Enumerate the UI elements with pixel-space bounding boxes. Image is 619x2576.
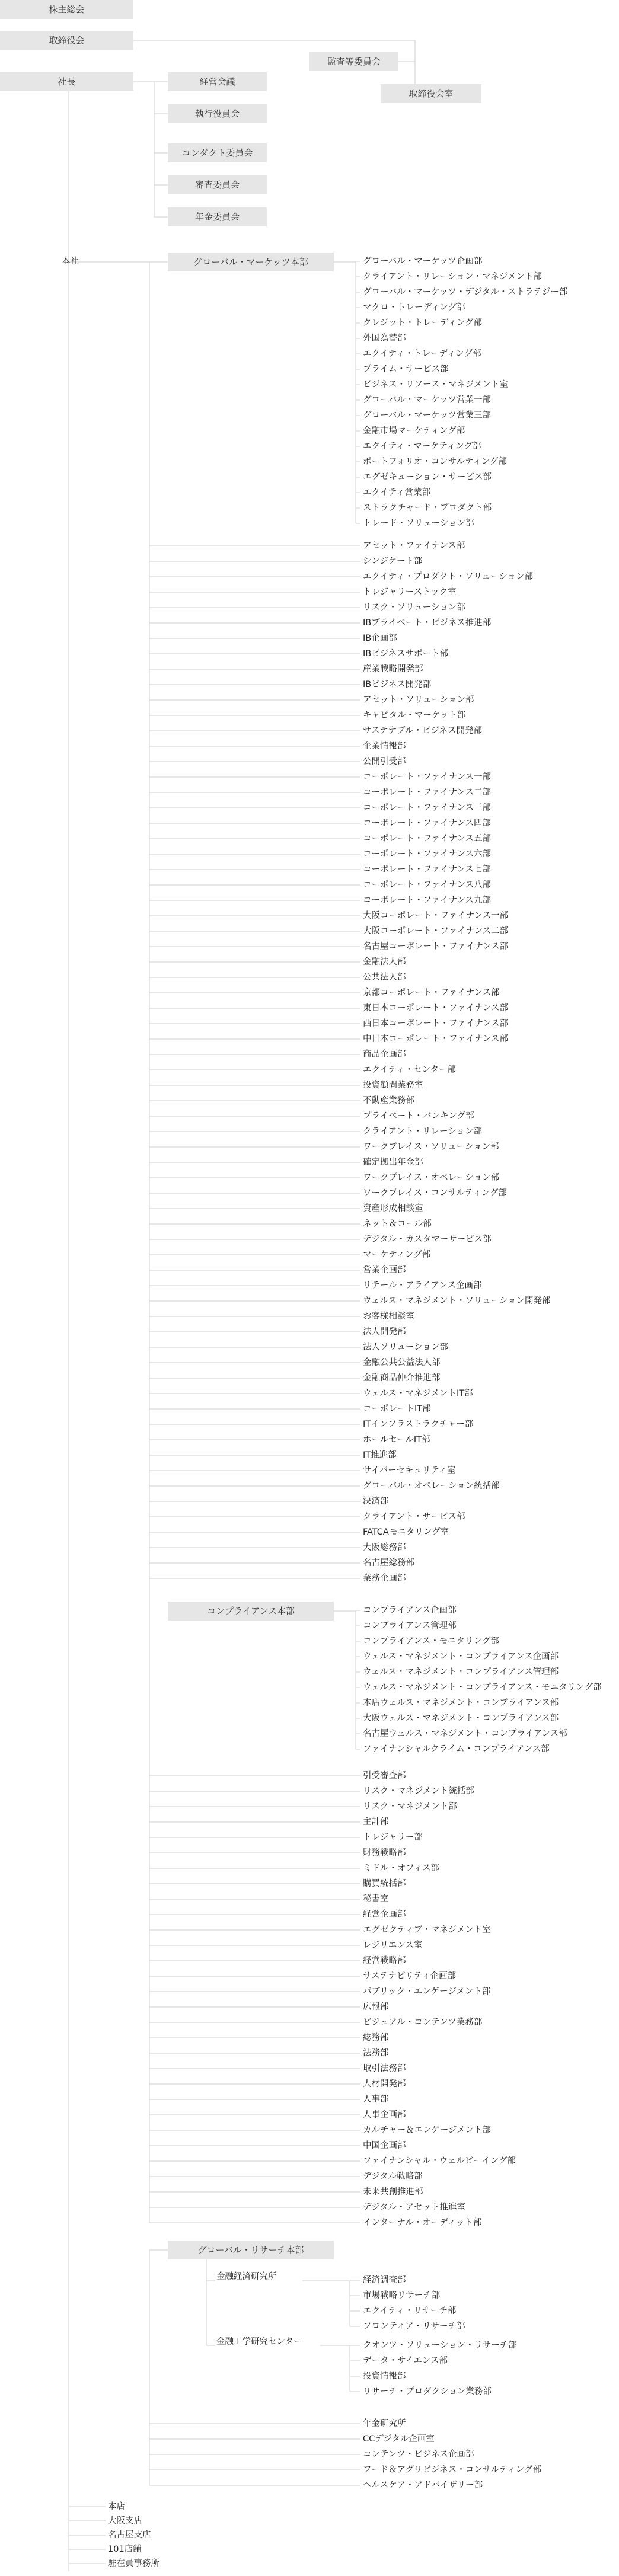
department-item: コンプライアンス管理部 [363, 1621, 457, 1631]
department-item: レジリエンス室 [363, 1941, 423, 1950]
department-item: エクイティ・プロダクト・ソリューション部 [363, 572, 534, 581]
department-item: 業務企画部 [363, 1574, 406, 1583]
department-item: ネット＆コール部 [363, 1219, 432, 1229]
department-item: プライム・サービス部 [363, 365, 449, 374]
department-item: コーポレート・ファイナンス二部 [363, 788, 492, 797]
department-item: クライアント・リレーション部 [363, 1127, 482, 1136]
division-box-compliance: コンプライアンス本部 [168, 1602, 334, 1621]
department-item: コンプライアンス企画部 [363, 1606, 457, 1615]
department-item: カルチャー＆エンゲージメント部 [363, 2126, 492, 2135]
department-item: 東日本コーポレート・ファイナンス部 [363, 1003, 509, 1013]
department-item: 企業情報部 [363, 742, 406, 751]
department-item: プライベート・バンキング部 [363, 1111, 474, 1121]
division-box-global-research: グローバル・リサーチ本部 [168, 2241, 334, 2259]
department-item: 未来共創推進部 [363, 2187, 423, 2197]
department-item: ファイナンシャルクライム・コンプライアンス部 [363, 1744, 550, 1754]
department-item: トレジャリーストック室 [363, 587, 457, 597]
department-item: トレジャリー部 [363, 1833, 423, 1842]
department-item: コーポレート・ファイナンス六部 [363, 849, 492, 859]
department-item: 秘書室 [363, 1894, 389, 1904]
research-subunit-label: 金融経済研究所 [216, 2272, 277, 2281]
department-item: ポートフォリオ・コンサルティング部 [363, 457, 508, 466]
department-item: コーポレート・ファイナンス九部 [363, 896, 492, 905]
department-item: コーポレート・ファイナンス一部 [363, 772, 492, 782]
committee-box: 審査委員会 [168, 175, 267, 194]
department-item: アセット・ソリューション部 [363, 695, 474, 705]
department-item: クライアント・リレーション・マネジメント部 [363, 272, 543, 282]
department-item: 本店ウェルス・マネジメント・コンプライアンス部 [363, 1698, 559, 1708]
department-item: IBプライベート・ビジネス推進部 [363, 618, 492, 628]
department-item: エクイティ・センター部 [363, 1065, 457, 1075]
department-item: エクイティ・トレーディング部 [363, 349, 481, 359]
department-item: コーポレート・ファイナンス三部 [363, 803, 492, 813]
department-item: 産業戦略開発部 [363, 664, 423, 674]
department-item: 年金研究所 [363, 2419, 406, 2428]
department-item: リテール・アライアンス企画部 [363, 1281, 482, 1290]
department-item: インターナル・オーディット部 [363, 2218, 482, 2227]
department-item: トレード・ソリューション部 [363, 519, 474, 528]
head-office-label: 本社 [62, 257, 79, 266]
branch-item: 101店舗 [108, 2545, 142, 2554]
department-item: コーポレート・ファイナンス五部 [363, 834, 492, 843]
department-item: ワークプレイス・ソリューション部 [363, 1142, 499, 1152]
department-item: 名古屋ウェルス・マネジメント・コンプライアンス部 [363, 1729, 567, 1738]
department-item: 商品企画部 [363, 1050, 406, 1059]
department-item: コーポレート・ファイナンス七部 [363, 865, 492, 874]
department-item: リスク・マネジメント統括部 [363, 1786, 474, 1796]
department-item: 不動産業務部 [363, 1096, 414, 1105]
shareholders-meeting-box: 株主総会 [0, 0, 133, 19]
committee-box: 年金委員会 [168, 207, 267, 226]
committee-box: 経営会議 [168, 72, 267, 91]
department-item: コーポレート・ファイナンス四部 [363, 819, 492, 828]
department-item: クオンツ・ソリューション・リサーチ部 [363, 2341, 517, 2350]
department-item: 財務戦略部 [363, 1848, 406, 1858]
department-item: 名古屋総務部 [363, 1558, 414, 1568]
department-item: IB企画部 [363, 634, 397, 643]
department-item: 西日本コーポレート・ファイナンス部 [363, 1019, 509, 1028]
department-item: 引受審査部 [363, 1771, 406, 1781]
department-item: エクイティ・リサーチ部 [363, 2306, 457, 2316]
department-item: デジタル戦略部 [363, 2172, 423, 2181]
department-item: パブリック・エンゲージメント部 [363, 1987, 491, 1996]
department-item: 営業企画部 [363, 1265, 406, 1275]
department-item: IBビジネス開発部 [363, 680, 432, 689]
department-item: ヘルスケア・アドバイザリー部 [363, 2481, 483, 2490]
department-item: グローバル・オペレーション統括部 [363, 1481, 500, 1491]
department-item: 購買統括部 [363, 1879, 406, 1888]
committee-box: 執行役員会 [168, 104, 267, 123]
department-item: グローバル・マーケッツ営業三部 [363, 411, 492, 420]
department-item: サステナビリティ企画部 [363, 1971, 457, 1981]
branch-item: 駐在員事務所 [108, 2559, 159, 2568]
department-item: 投資顧問業務室 [363, 1081, 423, 1090]
department-item: 広報部 [363, 2002, 389, 2012]
department-item: リスク・マネジメント部 [363, 1802, 457, 1811]
branch-item: 名古屋支店 [108, 2530, 151, 2540]
department-item: 総務部 [363, 2033, 389, 2043]
department-item: リスク・ソリューション部 [363, 603, 465, 612]
branch-item: 大阪支店 [108, 2516, 142, 2526]
department-item: データ・サイエンス部 [363, 2356, 448, 2366]
department-item: 法人開発部 [363, 1327, 406, 1337]
department-item: 中国企画部 [363, 2141, 406, 2150]
department-item: 公共法人部 [363, 973, 406, 982]
department-item: グローバル・マーケッツ企画部 [363, 257, 483, 266]
department-item: クレジット・トレーディング部 [363, 318, 483, 328]
department-item: コーポレートIT部 [363, 1404, 431, 1414]
department-item: 確定拠出年金部 [363, 1158, 423, 1167]
department-item: 人事企画部 [363, 2110, 406, 2120]
department-item: フロンティア・リサーチ部 [363, 2322, 465, 2331]
department-item: アセット・ファイナンス部 [363, 541, 465, 551]
department-item: コンテンツ・ビジネス企画部 [363, 2450, 474, 2459]
department-item: 金融公共公益法人部 [363, 1358, 441, 1367]
department-item: コンプライアンス・モニタリング部 [363, 1637, 499, 1646]
department-item: サイバーセキュリティ室 [363, 1466, 456, 1475]
department-item: エクイティ営業部 [363, 488, 431, 497]
department-item: ウェルス・マネジメント・コンプライアンス企画部 [363, 1652, 559, 1661]
department-item: ワークプレイス・コンサルティング部 [363, 1188, 507, 1198]
department-item: FATCAモニタリング室 [363, 1527, 449, 1537]
department-item: 金融法人部 [363, 957, 406, 967]
department-item: 名古屋コーポレート・ファイナンス部 [363, 942, 509, 951]
department-item: ウェルス・マネジメントIT部 [363, 1389, 473, 1398]
department-item: ビジネス・リソース・マネジメント室 [363, 380, 508, 389]
department-item: ITインフラストラクチャー部 [363, 1420, 474, 1429]
department-item: デジタル・カスタマーサービス部 [363, 1235, 492, 1244]
department-item: 主計部 [363, 1817, 389, 1827]
department-item: ウェルス・マネジメント・コンプライアンス・モニタリング部 [363, 1683, 602, 1692]
department-item: 金融市場マーケティング部 [363, 426, 465, 436]
committee-box: コンダクト委員会 [168, 143, 267, 162]
department-item: 資産形成相談室 [363, 1204, 423, 1213]
department-item: グローバル・マーケッツ・デジタル・ストラテジー部 [363, 287, 568, 297]
division-box-global-markets: グローバル・マーケッツ本部 [168, 253, 334, 271]
department-item: リサーチ・プロダクション業務部 [363, 2387, 492, 2396]
department-item: 経営企画部 [363, 1910, 406, 1919]
department-item: ビジュアル・コンテンツ業務部 [363, 2018, 483, 2027]
department-item: グローバル・マーケッツ営業一部 [363, 395, 492, 405]
department-item: 大阪ウェルス・マネジメント・コンプライアンス部 [363, 1714, 559, 1723]
board-office-box: 取締役会室 [381, 84, 481, 103]
audit-committee-box: 監査等委員会 [310, 52, 398, 71]
department-item: ホールセールIT部 [363, 1435, 430, 1444]
department-item: エグゼクティブ・マネジメント室 [363, 1925, 491, 1935]
department-item: 京都コーポレート・ファイナンス部 [363, 988, 500, 998]
department-item: ウェルス・マネジメント・コンプライアンス管理部 [363, 1667, 559, 1677]
department-item: デジタル・アセット推進室 [363, 2203, 465, 2212]
department-item: お客様相談室 [363, 1312, 414, 1321]
department-item: マーケティング部 [363, 1250, 431, 1260]
department-item: 金融商品仲介推進部 [363, 1373, 441, 1383]
department-item: 大阪総務部 [363, 1543, 406, 1552]
department-item: CCデジタル企画室 [363, 2434, 435, 2444]
department-item: 法人ソリューション部 [363, 1343, 448, 1352]
board-box: 取締役会 [0, 31, 133, 50]
department-item: 大阪コーポレート・ファイナンス一部 [363, 911, 509, 921]
department-item: フード＆アグリビジネス・コンサルティング部 [363, 2465, 542, 2475]
department-item: 中日本コーポレート・ファイナンス部 [363, 1034, 509, 1044]
department-item: 大阪コーポレート・ファイナンス二部 [363, 926, 509, 936]
department-item: ファイナンシャル・ウェルビーイング部 [363, 2156, 516, 2166]
department-item: ワークプレイス・オペレーション部 [363, 1173, 499, 1182]
department-item: 外国為替部 [363, 334, 406, 343]
department-item: 経営戦略部 [363, 1956, 406, 1965]
department-item: エクイティ・マーケティング部 [363, 442, 481, 451]
department-item: 投資情報部 [363, 2372, 406, 2381]
department-item: 取引法務部 [363, 2064, 406, 2073]
department-item: シンジケート部 [363, 557, 423, 566]
department-item: IBビジネスサポート部 [363, 649, 448, 659]
department-item: 公開引受部 [363, 757, 406, 766]
department-item: クライアント・サービス部 [363, 1512, 465, 1522]
department-item: ストラクチャード・プロダクト部 [363, 503, 492, 513]
president-box: 社長 [0, 72, 133, 91]
department-item: エグゼキューション・サービス部 [363, 472, 492, 482]
department-item: ウェルス・マネジメント・ソリューション開発部 [363, 1296, 551, 1306]
department-item: 法務部 [363, 2048, 389, 2058]
department-item: 決済部 [363, 1497, 389, 1506]
department-item: 市場戦略リサーチ部 [363, 2291, 441, 2300]
department-item: ミドル・オフィス部 [363, 1864, 439, 1873]
department-item: 人事部 [363, 2095, 389, 2104]
department-item: サステナブル・ビジネス開発部 [363, 726, 483, 736]
branch-item: 本店 [108, 2502, 125, 2511]
department-item: キャピタル・マーケット部 [363, 711, 466, 720]
department-item: コーポレート・ファイナンス八部 [363, 880, 492, 890]
department-item: IT推進部 [363, 1450, 397, 1460]
research-subunit-label: 金融工学研究センター [216, 2337, 302, 2347]
department-item: マクロ・トレーディング部 [363, 303, 465, 312]
department-item: 経済調査部 [363, 2275, 406, 2285]
department-item: 人材開発部 [363, 2079, 406, 2089]
